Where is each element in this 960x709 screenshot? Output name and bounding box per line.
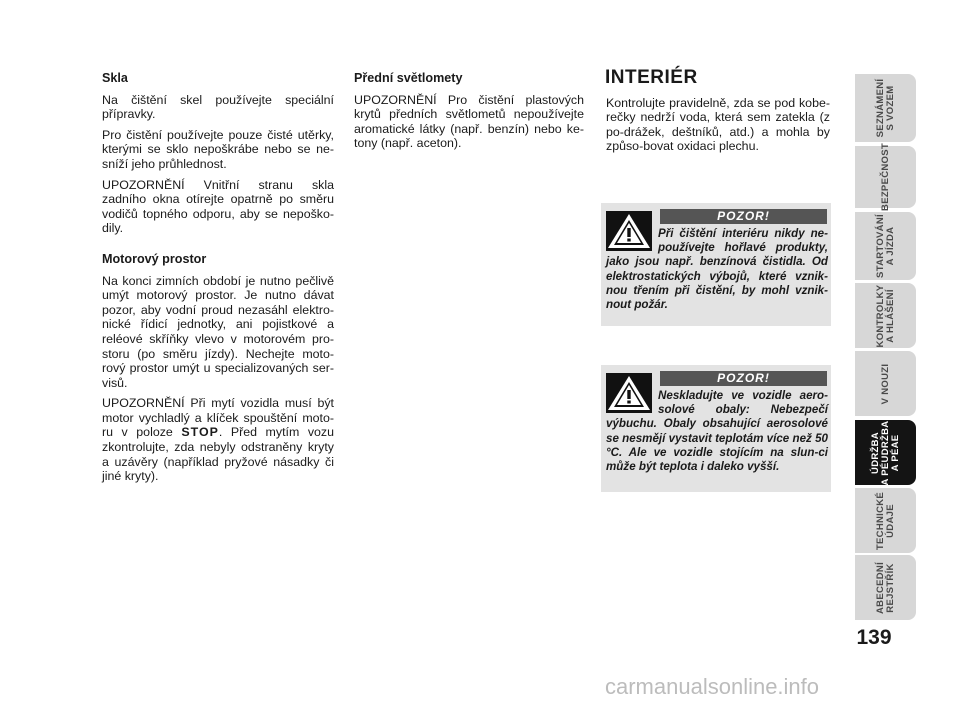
warning-box: [601, 203, 831, 326]
paragraph-stop: [102, 396, 334, 484]
paragraph: Kontrolujte pravidelně, zda se pod kobe-rečky nedrží voda, která sem zatekla (z po-drážek, deštníků, atd.) a mohla by způso-bovat oxidaci plechu.: [606, 95, 830, 154]
tab-label: BEZPEČNOST: [879, 143, 891, 211]
section-title-motor: Motorový prostor: [102, 251, 207, 266]
stop-keyword: STOP: [181, 425, 219, 440]
tab-technicke-udaje[interactable]: [855, 488, 916, 553]
tab-abecedni-rejstrik[interactable]: [855, 555, 916, 620]
tab-v-nouzi[interactable]: [855, 351, 916, 416]
paragraph: Na konci zimních období je nutno pečlivě umýt motorový prostor. Je nutno dávat pozor, aby vodní proud nezasáhl elektro-nické řídicí jednotky, ani pojistkové a reléové skříňky vlevo v motorovém pro-storu (po směru jízdy). Nechejte moto-rový prostor umýt u specializovaných ser-visů.: [102, 273, 334, 390]
tab-label: ABECEDNÍ REJSTŘÍK: [874, 561, 896, 614]
column-middle: [354, 71, 584, 157]
tab-startovani[interactable]: [855, 212, 916, 280]
warning-box: [601, 365, 831, 492]
column-right: [605, 67, 830, 160]
text-fragment: . Před mytím vozu zkontrolujte, zda nebyly odstraněny kryty a uzávěry (například pryžové násadky či jiné kryty).: [102, 425, 334, 484]
watermark: carmanualsonline.info: [605, 674, 820, 699]
paragraph: UPOZORNĚNÍ Vnitřní stranu skla zadního okna otírejte opatrně po směru vodičů topného odporu, aby se nepoško-dily.: [102, 177, 334, 236]
tab-label: STARTOVÁNÍ A JÍZDA: [874, 214, 896, 278]
warning-label: POZOR!: [660, 371, 827, 386]
page-number: 139: [856, 626, 892, 649]
tab-label: SEZNÁMENÍ S VOZEM: [874, 78, 896, 138]
tab-seznameni[interactable]: [855, 74, 916, 142]
tab-label: TECHNICKÉ ÚDAJE: [874, 491, 896, 550]
tab-bezpecnost[interactable]: [855, 143, 916, 211]
section-title-interier: INTERIÉR: [605, 67, 698, 88]
warning-label: POZOR!: [660, 209, 827, 224]
text-fragment: UPOZORNĚNÍ Při mytí vozidla musí být motor vychladlý a klíček spouštění moto-ru v poloze: [102, 396, 334, 440]
paragraph: Na čištění skel používejte speciální přípravky.: [102, 92, 334, 122]
paragraph: Pro čistění používejte pouze čisté utěrky, kterými se sklo nepoškrábe nebo se ne-sníží jeho průhlednost.: [102, 127, 334, 171]
tab-label: V NOUZI: [879, 363, 891, 404]
warning-text: Při čištění interiéru nikdy ne-používejte hořlavé produkty, jako jsou např. benzínová čistidla. Od elektrostatických výbojů, které vznik-nou třením při čistění, by mohl vznik-nout požár.: [606, 227, 828, 312]
tab-kontrolky[interactable]: [855, 283, 916, 348]
paragraph: UPOZORNĚNÍ Pro čistění plastových krytů předních světlometů nepoužívejte aromatické látky (např. benzín) nebo ke-tony (např. aceton).: [354, 92, 584, 151]
tab-label: KONTROLKY A HLÁŠENÍ: [874, 284, 896, 347]
tab-label: ÚDRŽBA A PÉUDRŽBA A PÉAE: [869, 420, 901, 485]
column-left: [102, 71, 334, 490]
section-title-skla: Skla: [102, 71, 128, 85]
warning-text: Neskladujte ve vozidle aero-solové obaly: Nebezpečí výbuchu. Obaly obsahující aerosolové se nesmějí vystavit teplotám více než 50 °C. Ale ve vozidle stojícím na slun-ci může být teplota i daleko vyšší.: [606, 389, 828, 474]
section-title-svetlomety: Přední světlomety: [354, 71, 463, 85]
tab-udrzba[interactable]: [855, 420, 916, 485]
